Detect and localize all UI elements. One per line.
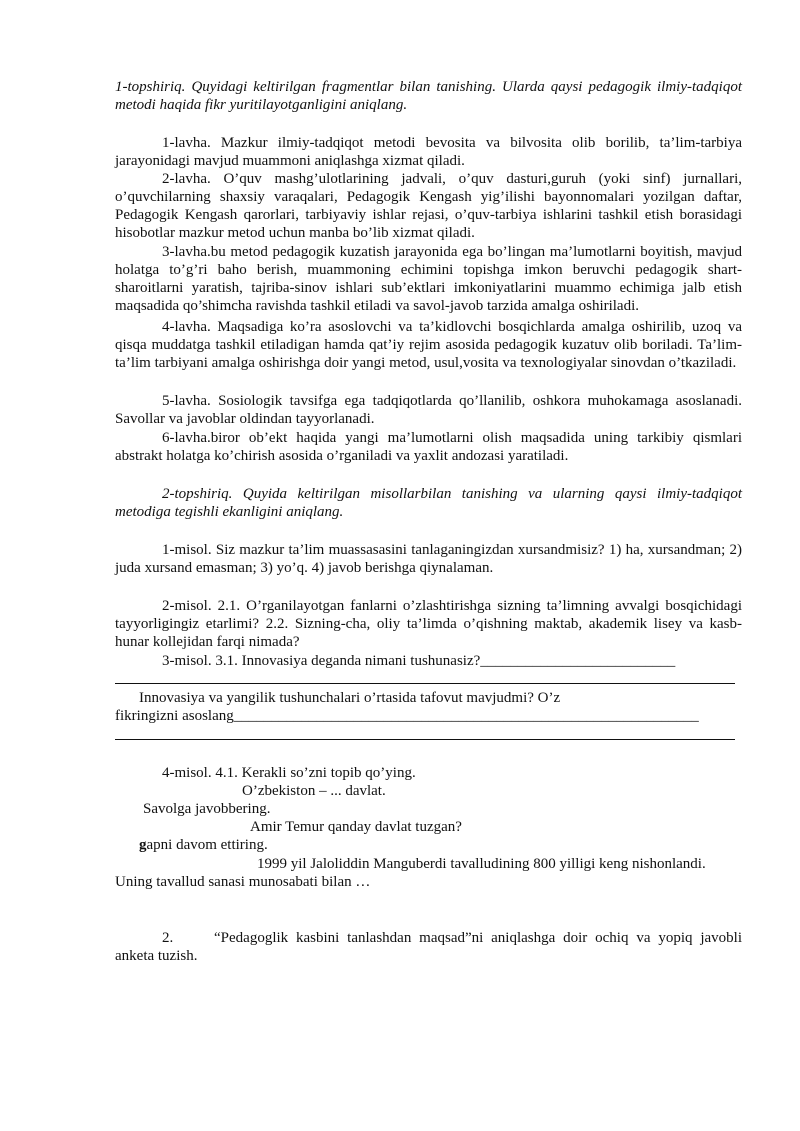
example-1	[115, 541, 742, 577]
example-4-instruction-2: Savolga javobbering.	[143, 801, 271, 817]
lavha-5	[115, 392, 742, 428]
example-2-text: 2-misol. 2.1. O’rganilayotgan fanlarni o’zlashtirishga sizning ta’limning avvalgi bosqichidagi tayyorligingiz etarlimi? 2.2. Sizning-cha, oliy ta’limda o’qishning maktab, akademik lisey va kasb-hunar kollejidan farqi nimada?	[115, 598, 742, 650]
example-4-instruction-3-rest: apni davom ettiring.	[146, 837, 268, 853]
lavha-1	[115, 134, 742, 170]
lavha-6-text: 6-lavha.biror ob’ekt haqida yangi ma’lumotlarni olish maqsadida uning tarkibiy qismlari abstrakt holatga ko’chirish asosida o’rganiladi va yaxlit andozasi yaratiladi.	[115, 430, 742, 464]
lavha-2-text: 2-lavha. O’quv mashg’ulotlarining jadvali, o’quv dasturi,guruh (yoki sinf) jurnallari, o’quvchilarning shaxsiy varaqalari, Pedagogik Kengash yig’ilishi bayonnomalari yozilgan daftar, Pedagogik Kengash qarorlari, tarbiyaviy ishlar rejasi, o’quv-tarbiya ishlarini tashkil etish borasidagi hisobotlar mazkur metod uchun manba bo’lib xizmat qiladi.	[115, 171, 742, 241]
example-4-item-3: 1999 yil Jaloliddin Manguberdi tavalludining 800 yilligi keng nishonlandi.	[257, 856, 706, 872]
task3-text-cont: anketa tuzish.	[115, 948, 198, 964]
example-3-question-2: Innovasiya va yangilik tushunchalari o’rtasida tafovut mavjudmi? O’z	[139, 690, 561, 706]
example-4-title: 4-misol. 4.1. Kerakli so’zni topib qo’ying.	[162, 765, 416, 781]
lavha-4	[115, 318, 742, 372]
task3-text-line-1: “Pedagoglik kasbini tanlashdan maqsad”ni aniqlashga doir ochiq va yopiq javobli	[214, 930, 742, 946]
lavha-6	[115, 429, 742, 465]
example-2	[115, 597, 742, 651]
example-4-item-3-cont: Uning tavallud sanasi munosabati bilan …	[115, 874, 371, 890]
example-4-item-1: O’zbekiston – ... davlat.	[242, 783, 386, 799]
task1-heading	[115, 78, 742, 114]
task3-number: 2.	[162, 930, 174, 946]
example-4-instruction-3-bold: g	[139, 837, 147, 853]
lavha-3	[115, 243, 742, 315]
example-1-text: 1-misol. Siz mazkur ta’lim muassasasini tanlaganingizdan xursandmisiz? 1) ha, xursandman; 2) juda xursand emasman; 3) yo’q. 4) javob berishga qiynalaman.	[115, 542, 742, 576]
answer-line-1	[115, 683, 735, 684]
lavha-5-text: 5-lavha. Sosiologik tavsifga ega tadqiqotlarda qo’llanilib, oshkora muhokamaga asoslanadi. Savollar va javoblar oldindan tayyorlanadi.	[115, 393, 742, 427]
task1-heading-text: 1-topshiriq. Quyidagi keltirilgan fragmentlar bilan tanishing. Ularda qaysi pedagogik ilmiy-tadqiqot metodi haqida fikr yuritilayotganligini aniqlang.	[115, 79, 742, 113]
task3-text	[214, 929, 742, 947]
task2-heading	[115, 485, 742, 521]
answer-line-2	[115, 739, 735, 740]
lavha-4-text: 4-lavha. Maqsadiga ko’ra asoslovchi va ta’kidlovchi bosqichlarda amalga oshirilib, uzoq va qisqa muddatga tashkil etiladigan hamda qat’iy rejim asosida pedagogik kuzatuv olib boriladi. Ta’lim-ta’lim tarbiyani amalga oshirishga doir yangi metod, usul,vosita va texnologiyalar sinovdan o’tkaziladi.	[115, 319, 742, 371]
lavha-2	[115, 170, 742, 242]
example-4-item-2: Amir Temur qanday davlat tuzgan?	[250, 819, 462, 835]
example-3-question-1: 3-misol. 3.1. Innovasiya deganda nimani tushunasiz?__________________________	[162, 653, 676, 669]
lavha-3-text: 3-lavha.bu metod pedagogik kuzatish jarayonida ega bo’lingan ma’lumotlarni boyitish, mavjud holatga to’g’ri baho berish, muammoning echimini topishga imkon beruvchi pedagogik shart-sharoitlarni yaratish, tajriba-sinov ishlari sub’ektlari imkoniyatlarini muammo echimiga jalb etish maqsadida qo’shimcha ravishda tashkil etiladi va savol-javob tarzida amalga oshiriladi.	[115, 244, 742, 314]
example-3-question-2-cont: fikringizni asoslang______________________________________________________________	[115, 708, 699, 724]
task2-heading-text: 2-topshiriq. Quyida keltirilgan misollarbilan tanishing va ularning qaysi ilmiy-tadqiqot metodiga tegishli ekanligini aniqlang.	[115, 486, 742, 520]
example-4-instruction-3	[139, 836, 268, 854]
lavha-1-text: 1-lavha. Mazkur ilmiy-tadqiqot metodi bevosita va bilvosita olib borilib, ta’lim-tarbiya jarayonidagi mavjud muammoni aniqlashga xizmat qiladi.	[115, 135, 742, 169]
